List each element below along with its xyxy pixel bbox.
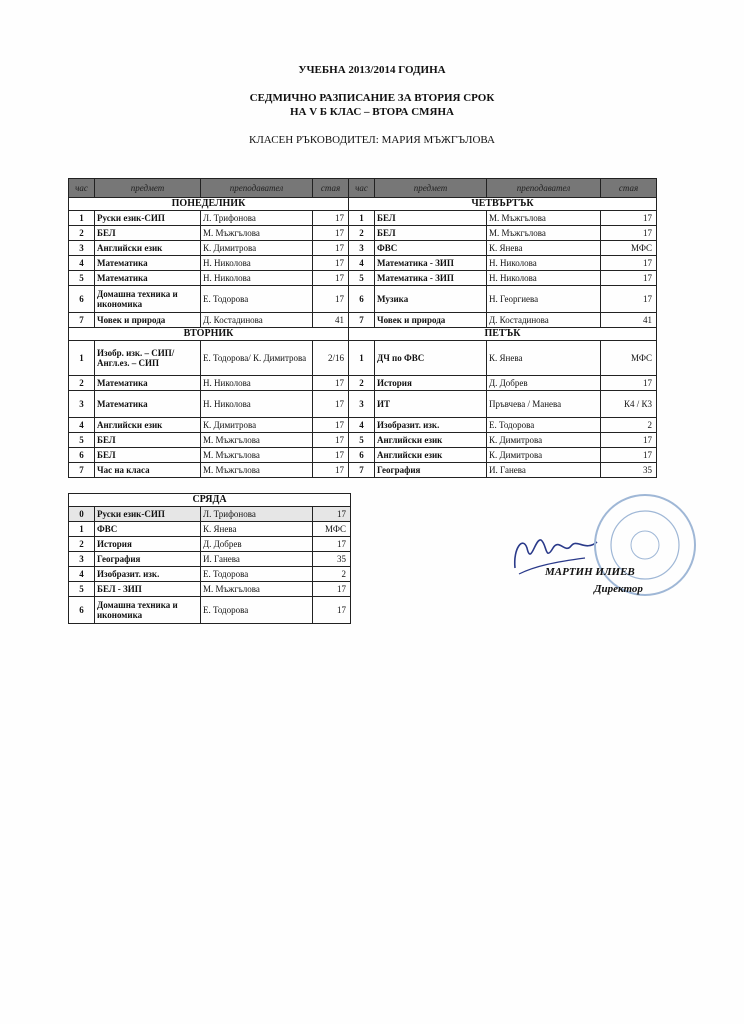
teacher-cell: Д. Добрев: [487, 376, 601, 391]
room-cell: 17: [601, 433, 657, 448]
lesson-number: 2: [69, 376, 95, 391]
teacher-cell: Н. Николова: [487, 256, 601, 271]
lesson-number: 1: [69, 341, 95, 376]
room-cell: 17: [601, 448, 657, 463]
lesson-number: 1: [349, 341, 375, 376]
teacher-cell: Е. Тодорова/ К. Димитрова: [201, 341, 313, 376]
subject-cell: Час на класа: [95, 463, 201, 478]
subject-cell: БЕЛ: [375, 211, 487, 226]
teacher-cell: Е. Тодорова: [201, 286, 313, 313]
teacher-cell: Н. Николова: [487, 271, 601, 286]
lesson-number: 6: [69, 597, 95, 624]
room-cell: 35: [313, 552, 351, 567]
teacher-cell: К. Димитрова: [487, 433, 601, 448]
tuesday-section: [69, 328, 349, 478]
lesson-number: 3: [349, 391, 375, 418]
table-row: [349, 463, 657, 478]
room-cell: 17: [601, 286, 657, 313]
teacher-cell: М. Мъжгълова: [487, 211, 601, 226]
room-cell: 17: [601, 256, 657, 271]
lesson-number: 2: [349, 226, 375, 241]
lesson-number: 7: [349, 463, 375, 478]
lesson-number: 3: [69, 391, 95, 418]
table-row: [349, 256, 657, 271]
teacher-cell: М. Мъжгълова: [201, 448, 313, 463]
lesson-number: 6: [69, 286, 95, 313]
table-row: [69, 507, 351, 522]
col-hour: час: [349, 179, 375, 198]
subject-cell: География: [95, 552, 201, 567]
room-cell: 2: [313, 567, 351, 582]
table-row: [349, 313, 657, 328]
col-hour: час: [69, 179, 95, 198]
room-cell: 17: [313, 271, 349, 286]
teacher-cell: Н. Николова: [201, 391, 313, 418]
lesson-number: 5: [69, 582, 95, 597]
schedule-table-wednesday: [68, 493, 351, 624]
room-cell: 2: [601, 418, 657, 433]
table-row: [349, 376, 657, 391]
school-year-title: УЧЕБНА 2013/2014 ГОДИНА: [298, 64, 446, 76]
table-row: [69, 418, 349, 433]
teacher-cell: Н. Георгиева: [487, 286, 601, 313]
room-cell: 17: [313, 597, 351, 624]
subject-cell: Човек и природа: [375, 313, 487, 328]
subject-cell: История: [95, 537, 201, 552]
room-cell: 41: [601, 313, 657, 328]
subject-cell: История: [375, 376, 487, 391]
room-cell: 17: [601, 211, 657, 226]
room-cell: 17: [313, 537, 351, 552]
teacher-cell: К. Янева: [201, 522, 313, 537]
room-cell: МФС: [313, 522, 351, 537]
table-row: [349, 418, 657, 433]
lesson-number: 4: [69, 256, 95, 271]
column-header-row: [69, 179, 349, 198]
subject-cell: Руски език-СИП: [95, 211, 201, 226]
room-cell: МФС: [601, 241, 657, 256]
room-cell: 17: [313, 507, 351, 522]
table-row: [349, 241, 657, 256]
schedule-table-right: [348, 178, 657, 478]
room-cell: 17: [313, 211, 349, 226]
day-thursday: ЧЕТВЪРТЪК: [349, 198, 657, 211]
subject-cell: ФВС: [375, 241, 487, 256]
table-row: [69, 433, 349, 448]
lesson-number: 1: [349, 211, 375, 226]
table-row: [69, 226, 349, 241]
subject-cell: БЕЛ - ЗИП: [95, 582, 201, 597]
thursday-section: [349, 198, 657, 328]
teacher-cell: Е. Тодорова: [201, 597, 313, 624]
teacher-cell: И. Ганева: [487, 463, 601, 478]
room-cell: К4 / К3: [601, 391, 657, 418]
teacher-cell: И. Ганева: [201, 552, 313, 567]
table-row: [349, 286, 657, 313]
room-cell: 17: [313, 463, 349, 478]
lesson-number: 5: [69, 433, 95, 448]
teacher-cell: Е. Тодорова: [487, 418, 601, 433]
lesson-number: 4: [69, 418, 95, 433]
table-row: [69, 211, 349, 226]
schedule-table-left: [68, 178, 349, 478]
table-row: [349, 433, 657, 448]
table-row: [349, 211, 657, 226]
room-cell: 35: [601, 463, 657, 478]
table-row: [69, 552, 351, 567]
table-row: [69, 537, 351, 552]
lesson-number: 5: [349, 271, 375, 286]
table-row: [69, 376, 349, 391]
subject-cell: Изобразит. изк.: [375, 418, 487, 433]
day-monday: ПОНЕДЕЛНИК: [69, 198, 349, 211]
teacher-cell: Е. Тодорова: [201, 567, 313, 582]
lesson-number: 3: [69, 552, 95, 567]
lesson-number: 2: [69, 537, 95, 552]
table-row: [349, 271, 657, 286]
lesson-number: 5: [69, 271, 95, 286]
table-row: [349, 448, 657, 463]
subject-cell: Музика: [375, 286, 487, 313]
table-row: [69, 582, 351, 597]
subject-cell: Изобразит. изк.: [95, 567, 201, 582]
lesson-number: 6: [69, 448, 95, 463]
lesson-number: 7: [69, 313, 95, 328]
table-row: [69, 286, 349, 313]
room-cell: 17: [313, 418, 349, 433]
table-row: [69, 597, 351, 624]
lesson-number: 6: [349, 286, 375, 313]
room-cell: 17: [601, 376, 657, 391]
table-row: [69, 313, 349, 328]
teacher-cell: К. Янева: [487, 241, 601, 256]
lesson-number: 4: [69, 567, 95, 582]
teacher-cell: Д. Добрев: [201, 537, 313, 552]
table-row: [69, 241, 349, 256]
lesson-number: 3: [69, 241, 95, 256]
subject-cell: Домашна техника и икономика: [95, 597, 201, 624]
table-row: [349, 341, 657, 376]
subject-cell: Математика - ЗИП: [375, 271, 487, 286]
lesson-number: 2: [69, 226, 95, 241]
subject-cell: Математика - ЗИП: [375, 256, 487, 271]
teacher-cell: Д. Костадинова: [487, 313, 601, 328]
table-row: [69, 448, 349, 463]
room-cell: 17: [313, 241, 349, 256]
class-teacher: КЛАСЕН РЪКОВОДИТЕЛ: МАРИЯ МЪЖГЪЛОВА: [249, 134, 495, 146]
room-cell: 17: [313, 376, 349, 391]
subject-cell: БЕЛ: [375, 226, 487, 241]
day-tuesday: ВТОРНИК: [69, 328, 349, 341]
room-cell: 17: [313, 448, 349, 463]
col-teacher: преподавател: [487, 179, 601, 198]
subject-cell: БЕЛ: [95, 226, 201, 241]
lesson-number: 1: [69, 522, 95, 537]
subject-cell: Английски език: [95, 241, 201, 256]
subject-cell: География: [375, 463, 487, 478]
room-cell: 2/16: [313, 341, 349, 376]
subject-cell: Английски език: [375, 448, 487, 463]
lesson-number: 4: [349, 418, 375, 433]
lesson-number: 4: [349, 256, 375, 271]
teacher-cell: К. Янева: [487, 341, 601, 376]
teacher-cell: Пръвчева / Манева: [487, 391, 601, 418]
teacher-cell: М. Мъжгълова: [201, 582, 313, 597]
day-wednesday: СРЯДА: [69, 494, 351, 507]
subject-cell: Математика: [95, 376, 201, 391]
col-room: стая: [313, 179, 349, 198]
teacher-cell: К. Димитрова: [201, 418, 313, 433]
table-row: [69, 522, 351, 537]
subject-cell: Математика: [95, 271, 201, 286]
teacher-cell: К. Димитрова: [487, 448, 601, 463]
teacher-cell: М. Мъжгълова: [201, 433, 313, 448]
director-title: Директор: [594, 583, 643, 595]
room-cell: 41: [313, 313, 349, 328]
table-row: [69, 256, 349, 271]
table-row: [349, 226, 657, 241]
table-row: [69, 271, 349, 286]
teacher-cell: К. Димитрова: [201, 241, 313, 256]
table-row: [69, 341, 349, 376]
col-subject: предмет: [375, 179, 487, 198]
director-name: МАРТИН ИЛИЕВ: [545, 566, 635, 578]
room-cell: 17: [313, 391, 349, 418]
teacher-cell: Н. Николова: [201, 256, 313, 271]
room-cell: МФС: [601, 341, 657, 376]
room-cell: 17: [601, 271, 657, 286]
class-title: НА V Б КЛАС – ВТОРА СМЯНА: [290, 106, 454, 118]
room-cell: 17: [601, 226, 657, 241]
subject-cell: БЕЛ: [95, 448, 201, 463]
lesson-number: 1: [69, 211, 95, 226]
table-row: [69, 463, 349, 478]
col-room: стая: [601, 179, 657, 198]
subject-cell: Английски език: [95, 418, 201, 433]
teacher-cell: Л. Трифонова: [201, 507, 313, 522]
friday-section: [349, 328, 657, 478]
table-row: [69, 391, 349, 418]
lesson-number: 3: [349, 241, 375, 256]
wednesday-section: [69, 494, 351, 624]
table-row: [349, 391, 657, 418]
teacher-cell: Д. Костадинова: [201, 313, 313, 328]
subject-cell: ДЧ по ФВС: [375, 341, 487, 376]
subject-cell: Английски език: [375, 433, 487, 448]
subject-cell: Математика: [95, 256, 201, 271]
room-cell: 17: [313, 256, 349, 271]
teacher-cell: Н. Николова: [201, 271, 313, 286]
column-header-row: [349, 179, 657, 198]
lesson-number: 7: [69, 463, 95, 478]
subject-cell: БЕЛ: [95, 433, 201, 448]
room-cell: 17: [313, 433, 349, 448]
lesson-number: 6: [349, 448, 375, 463]
lesson-number: 5: [349, 433, 375, 448]
subject-cell: Математика: [95, 391, 201, 418]
teacher-cell: Н. Николова: [201, 376, 313, 391]
teacher-cell: М. Мъжгълова: [487, 226, 601, 241]
teacher-cell: Л. Трифонова: [201, 211, 313, 226]
monday-section: [69, 198, 349, 328]
col-teacher: преподавател: [201, 179, 313, 198]
teacher-cell: М. Мъжгълова: [201, 226, 313, 241]
subject-cell: Изобр. изк. – СИП/ Англ.ез. – СИП: [95, 341, 201, 376]
lesson-number: 2: [349, 376, 375, 391]
room-cell: 17: [313, 286, 349, 313]
lesson-number: 0: [69, 507, 95, 522]
room-cell: 17: [313, 582, 351, 597]
room-cell: 17: [313, 226, 349, 241]
lesson-number: 7: [349, 313, 375, 328]
col-subject: предмет: [95, 179, 201, 198]
table-row: [69, 567, 351, 582]
schedule-title: СЕДМИЧНО РАЗПИСАНИЕ ЗА ВТОРИЯ СРОК: [249, 92, 495, 104]
subject-cell: ФВС: [95, 522, 201, 537]
subject-cell: ИТ: [375, 391, 487, 418]
subject-cell: Домашна техника и икономика: [95, 286, 201, 313]
teacher-cell: М. Мъжгълова: [201, 463, 313, 478]
day-friday: ПЕТЪК: [349, 328, 657, 341]
subject-cell: Човек и природа: [95, 313, 201, 328]
subject-cell: Руски език-СИП: [95, 507, 201, 522]
